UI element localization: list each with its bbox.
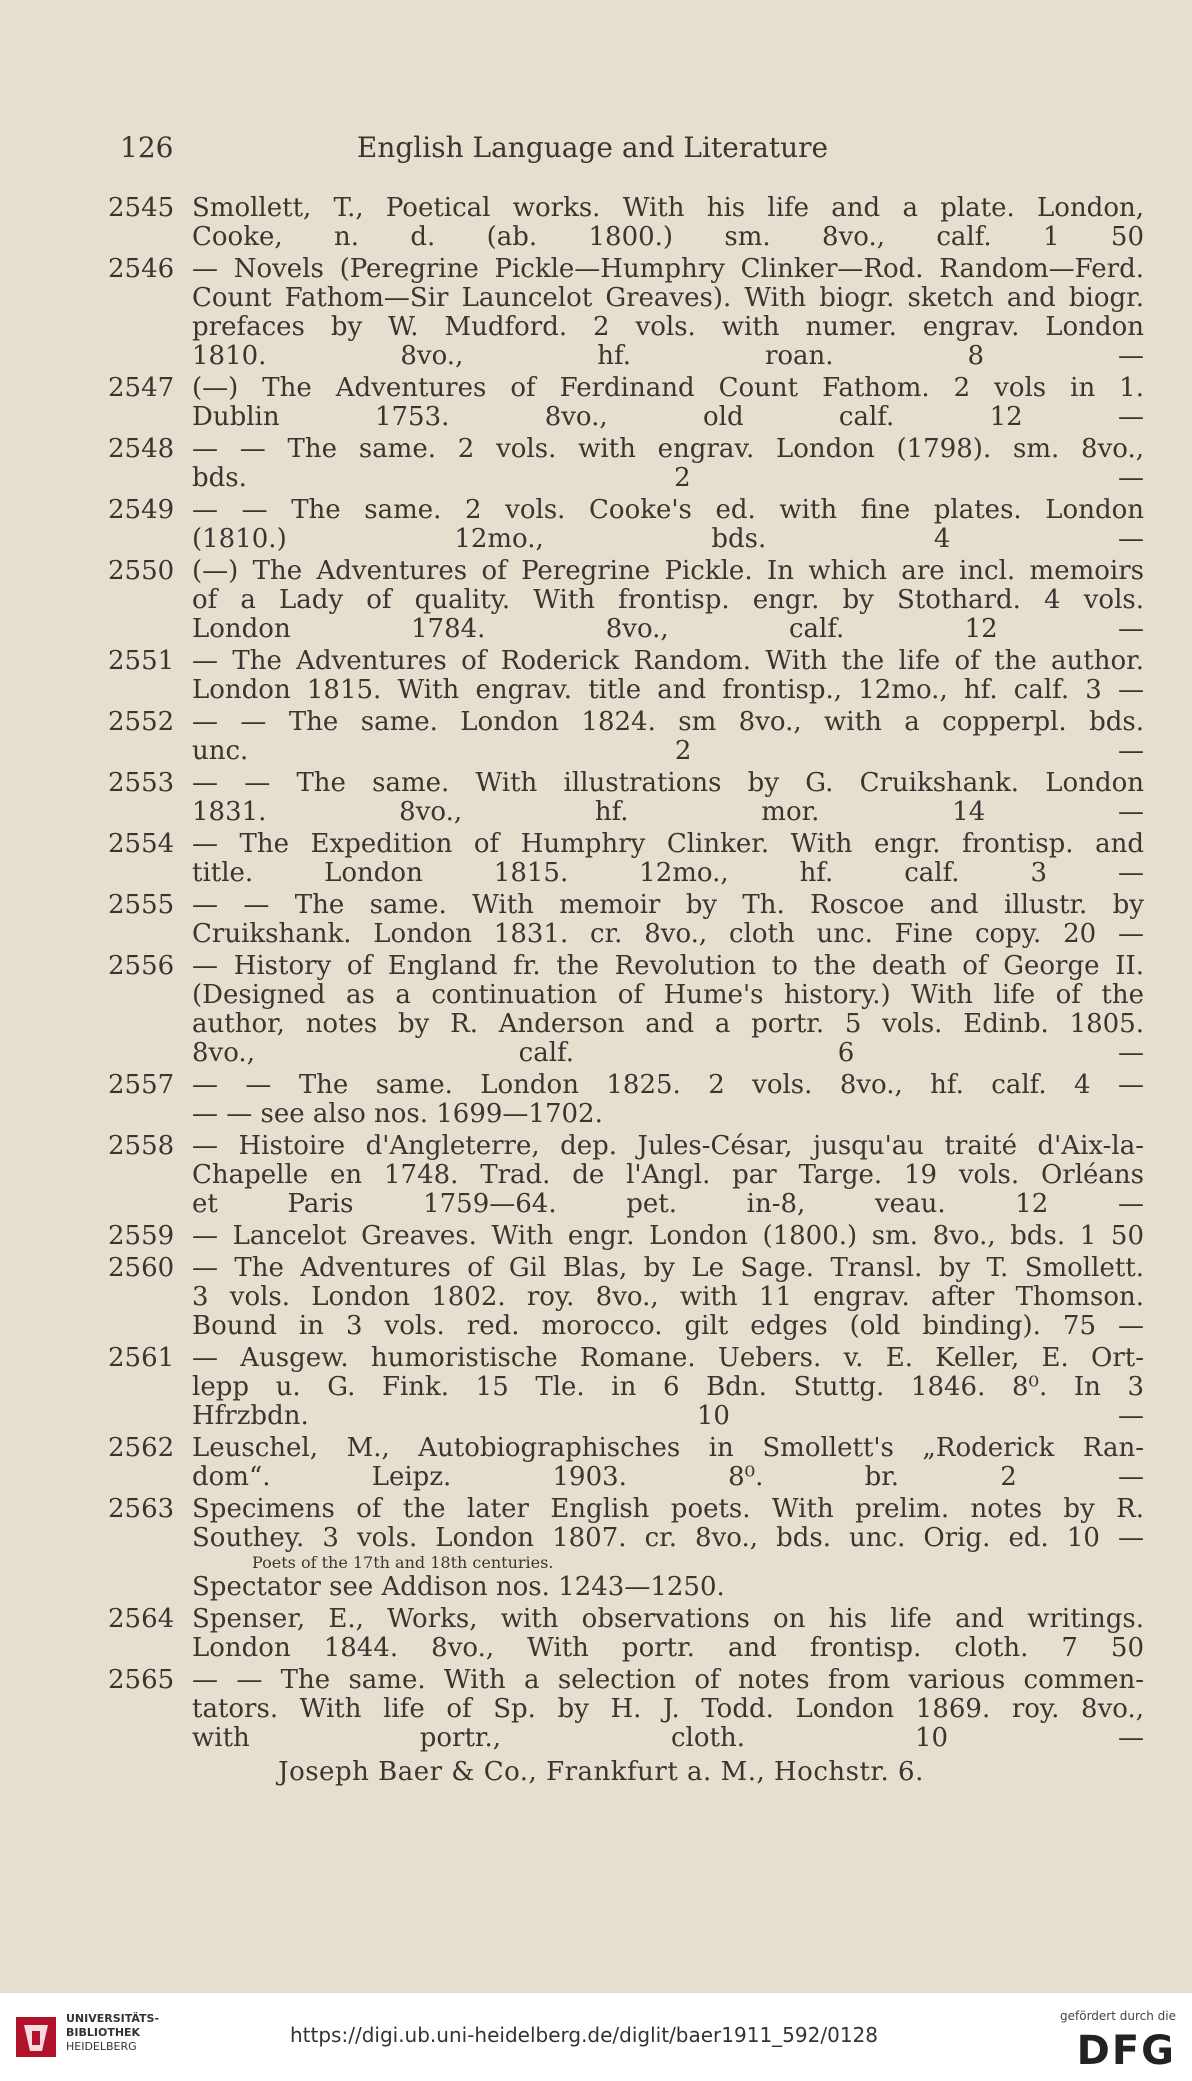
catalogue-entry: [108, 1132, 1168, 1219]
entry-line: London 1815. With engrav. title and frontisp., 12mo., hf. calf. 3 —: [192, 675, 1144, 705]
entry-line: of a Lady of quality. With frontisp. engr. by Stothard. 4 vols.: [192, 585, 1144, 615]
catalogue-entry: [108, 1254, 1168, 1341]
catalogue-entry: [108, 1222, 1168, 1251]
entry-line: 3 vols. London 1802. roy. 8vo., with 11 engrav. after Thomson.: [192, 1282, 1144, 1312]
university-library-logo: [14, 2011, 58, 2063]
running-title: English Language and Literature: [356, 131, 829, 164]
catalogue-entries: [108, 194, 1168, 1756]
entry-number: 2563: [108, 1494, 175, 1524]
page-number: 126: [120, 131, 174, 164]
catalogue-entry: [108, 1666, 1168, 1753]
entry-line: Cruikshank. London 1831. cr. 8vo., cloth unc. Fine copy. 20 —: [192, 919, 1144, 949]
entry-line: author, notes by R. Anderson and a portr. 5 vols. Edinb. 1805.: [192, 1009, 1144, 1039]
entry-number: 2564: [108, 1604, 175, 1634]
entry-number: 2546: [108, 254, 175, 284]
catalogue-entry: [108, 952, 1168, 1068]
entry-line: — Lancelot Greaves. With engr. London (1800.) sm. 8vo., bds. 1 50: [192, 1221, 1144, 1251]
entry-line: 8vo., calf. 6 —: [192, 1038, 1144, 1068]
catalogue-entry: [108, 557, 1168, 644]
catalogue-entry: [108, 1495, 1168, 1602]
entry-line: — — The same. London 1824. sm 8vo., with a copperpl. bds.: [192, 707, 1144, 737]
entry-number: 2548: [108, 434, 175, 464]
entry-number: 2553: [108, 768, 175, 798]
entry-number: 2556: [108, 951, 175, 981]
entry-number: 2552: [108, 707, 175, 737]
entry-line: — — see also nos. 1699—1702.: [192, 1099, 603, 1129]
entry-line: tators. With life of Sp. by H. J. Todd. London 1869. roy. 8vo.,: [192, 1694, 1144, 1724]
publisher-imprint: Joseph Baer & Co., Frankfurt a. M., Hochstr. 6.: [278, 1757, 924, 1787]
entry-line: bds. 2 —: [192, 463, 1144, 493]
catalogue-entry: [108, 1605, 1168, 1663]
entry-line: Dublin 1753. 8vo., old calf. 12 —: [192, 402, 1144, 432]
dfg-logo: DFG: [1076, 2028, 1176, 2074]
entry-line: (Designed as a continuation of Hume's history.) With life of the: [192, 980, 1144, 1010]
entry-line: — Novels (Peregrine Pickle—Humphry Clinker—Rod. Random—Ferd.: [192, 254, 1144, 284]
entry-number: 2557: [108, 1070, 175, 1100]
entry-number: 2560: [108, 1253, 175, 1283]
catalogue-entry: [108, 830, 1168, 888]
entry-line: Leuschel, M., Autobiographisches in Smollett's „Roderick Ran-: [192, 1433, 1144, 1463]
entry-number: 2549: [108, 495, 175, 525]
catalogue-entry: [108, 435, 1168, 493]
entry-number: 2559: [108, 1221, 175, 1251]
entry-line: Southey. 3 vols. London 1807. cr. 8vo., bds. unc. Orig. ed. 10 —: [192, 1523, 1144, 1553]
entry-line: — History of England fr. the Revolution to the death of George II.: [192, 951, 1144, 981]
entry-line: prefaces by W. Mudford. 2 vols. with numer. engrav. London: [192, 312, 1144, 342]
catalogue-entry: [108, 374, 1168, 432]
catalogue-entry: [108, 891, 1168, 949]
funding-note: gefördert durch die: [1060, 2009, 1176, 2023]
cross-reference-line: Spectator see Addison nos. 1243—1250.: [192, 1572, 725, 1602]
entry-number: 2547: [108, 373, 175, 403]
entry-line: et Paris 1759—64. pet. in-8, veau. 12 —: [192, 1189, 1144, 1219]
entry-line: dom“. Leipz. 1903. 8⁰. br. 2 —: [192, 1462, 1144, 1492]
entry-line: — — The same. 2 vols. Cooke's ed. with fine plates. London: [192, 495, 1144, 525]
catalogue-entry: [108, 1344, 1168, 1431]
entry-number: 2565: [108, 1665, 175, 1695]
entry-line: — The Adventures of Roderick Random. With the life of the author.: [192, 646, 1144, 676]
entry-line: — Ausgew. humoristische Romane. Uebers. v. E. Keller, E. Ort-: [192, 1343, 1144, 1373]
entry-number: 2550: [108, 556, 175, 586]
entry-number: 2562: [108, 1433, 175, 1463]
entry-line: — — The same. With illustrations by G. Cruikshank. London: [192, 768, 1144, 798]
entry-line: Cooke, n. d. (ab. 1800.) sm. 8vo., calf. 1 50: [192, 222, 1144, 252]
entry-line: Hfrzbdn. 10 —: [192, 1401, 1144, 1431]
entry-line: — The Expedition of Humphry Clinker. With engr. frontisp. and: [192, 829, 1144, 859]
entry-line: 1810. 8vo., hf. roan. 8 —: [192, 341, 1144, 371]
entry-line: 1831. 8vo., hf. mor. 14 —: [192, 797, 1144, 827]
entry-line: Specimens of the later English poets. With prelim. notes by R.: [192, 1494, 1144, 1524]
entry-number: 2545: [108, 193, 175, 223]
entry-line: Chapelle en 1748. Trad. de l'Angl. par Targe. 19 vols. Orléans: [192, 1160, 1144, 1190]
entry-line: title. London 1815. 12mo., hf. calf. 3 —: [192, 858, 1144, 888]
entry-line: — — The same. 2 vols. with engrav. London (1798). sm. 8vo.,: [192, 434, 1144, 464]
entry-line: — Histoire d'Angleterre, dep. Jules-César, jusqu'au traité d'Aix-la-: [192, 1131, 1144, 1161]
entry-line: (1810.) 12mo., bds. 4 —: [192, 524, 1144, 554]
entry-line: Bound in 3 vols. red. morocco. gilt edges (old binding). 75 —: [192, 1311, 1144, 1341]
catalogue-entry: [108, 194, 1168, 252]
entry-line: — The Adventures of Gil Blas, by Le Sage. Transl. by T. Smollett.: [192, 1253, 1144, 1283]
entry-line: — — The same. London 1825. 2 vols. 8vo., hf. calf. 4 —: [192, 1070, 1144, 1100]
entry-line: — — The same. With memoir by Th. Roscoe and illustr. by: [192, 890, 1144, 920]
entry-number: 2551: [108, 646, 175, 676]
catalogue-entry: [108, 769, 1168, 827]
catalogue-entry: [108, 496, 1168, 554]
entry-line: London 1784. 8vo., calf. 12 —: [192, 614, 1144, 644]
permalink-url[interactable]: https://digi.ub.uni-heidelberg.de/diglit/baer1911_592/0128: [290, 2023, 878, 2047]
catalogue-entry: [108, 255, 1168, 371]
entry-line: Smollett, T., Poetical works. With his life and a plate. London,: [192, 193, 1144, 223]
entry-number: 2554: [108, 829, 175, 859]
entry-line: Spenser, E., Works, with observations on his life and writings.: [192, 1604, 1144, 1634]
entry-line: Count Fathom—Sir Launcelot Greaves). With biogr. sketch and biogr.: [192, 283, 1144, 313]
entry-line: — — The same. With a selection of notes from various commen-: [192, 1665, 1144, 1695]
entry-line: with portr., cloth. 10 —: [192, 1723, 1144, 1753]
entry-number: 2558: [108, 1131, 175, 1161]
entry-line: lepp u. G. Fink. 15 Tle. in 6 Bdn. Stuttg. 1846. 8⁰. In 3: [192, 1372, 1144, 1402]
entry-line: London 1844. 8vo., With portr. and frontisp. cloth. 7 50: [192, 1633, 1144, 1663]
entry-number: 2555: [108, 890, 175, 920]
catalogue-entry: [108, 708, 1168, 766]
entry-number: 2561: [108, 1343, 175, 1373]
entry-line: unc. 2 —: [192, 736, 1144, 766]
viewer-footer: [0, 1992, 1192, 2081]
catalogue-entry: [108, 1071, 1168, 1129]
entry-line: (—) The Adventures of Ferdinand Count Fathom. 2 vols in 1.: [192, 373, 1144, 403]
library-name: UNIVERSITÄTS- BIBLIOTHEK HEIDELBERG: [66, 2012, 160, 2053]
entry-subnote: Poets of the 17th and 18th centuries.: [252, 1553, 554, 1572]
catalogue-entry: [108, 647, 1168, 705]
entry-line: (—) The Adventures of Peregrine Pickle. In which are incl. memoirs: [192, 556, 1144, 586]
catalogue-entry: [108, 1434, 1168, 1492]
